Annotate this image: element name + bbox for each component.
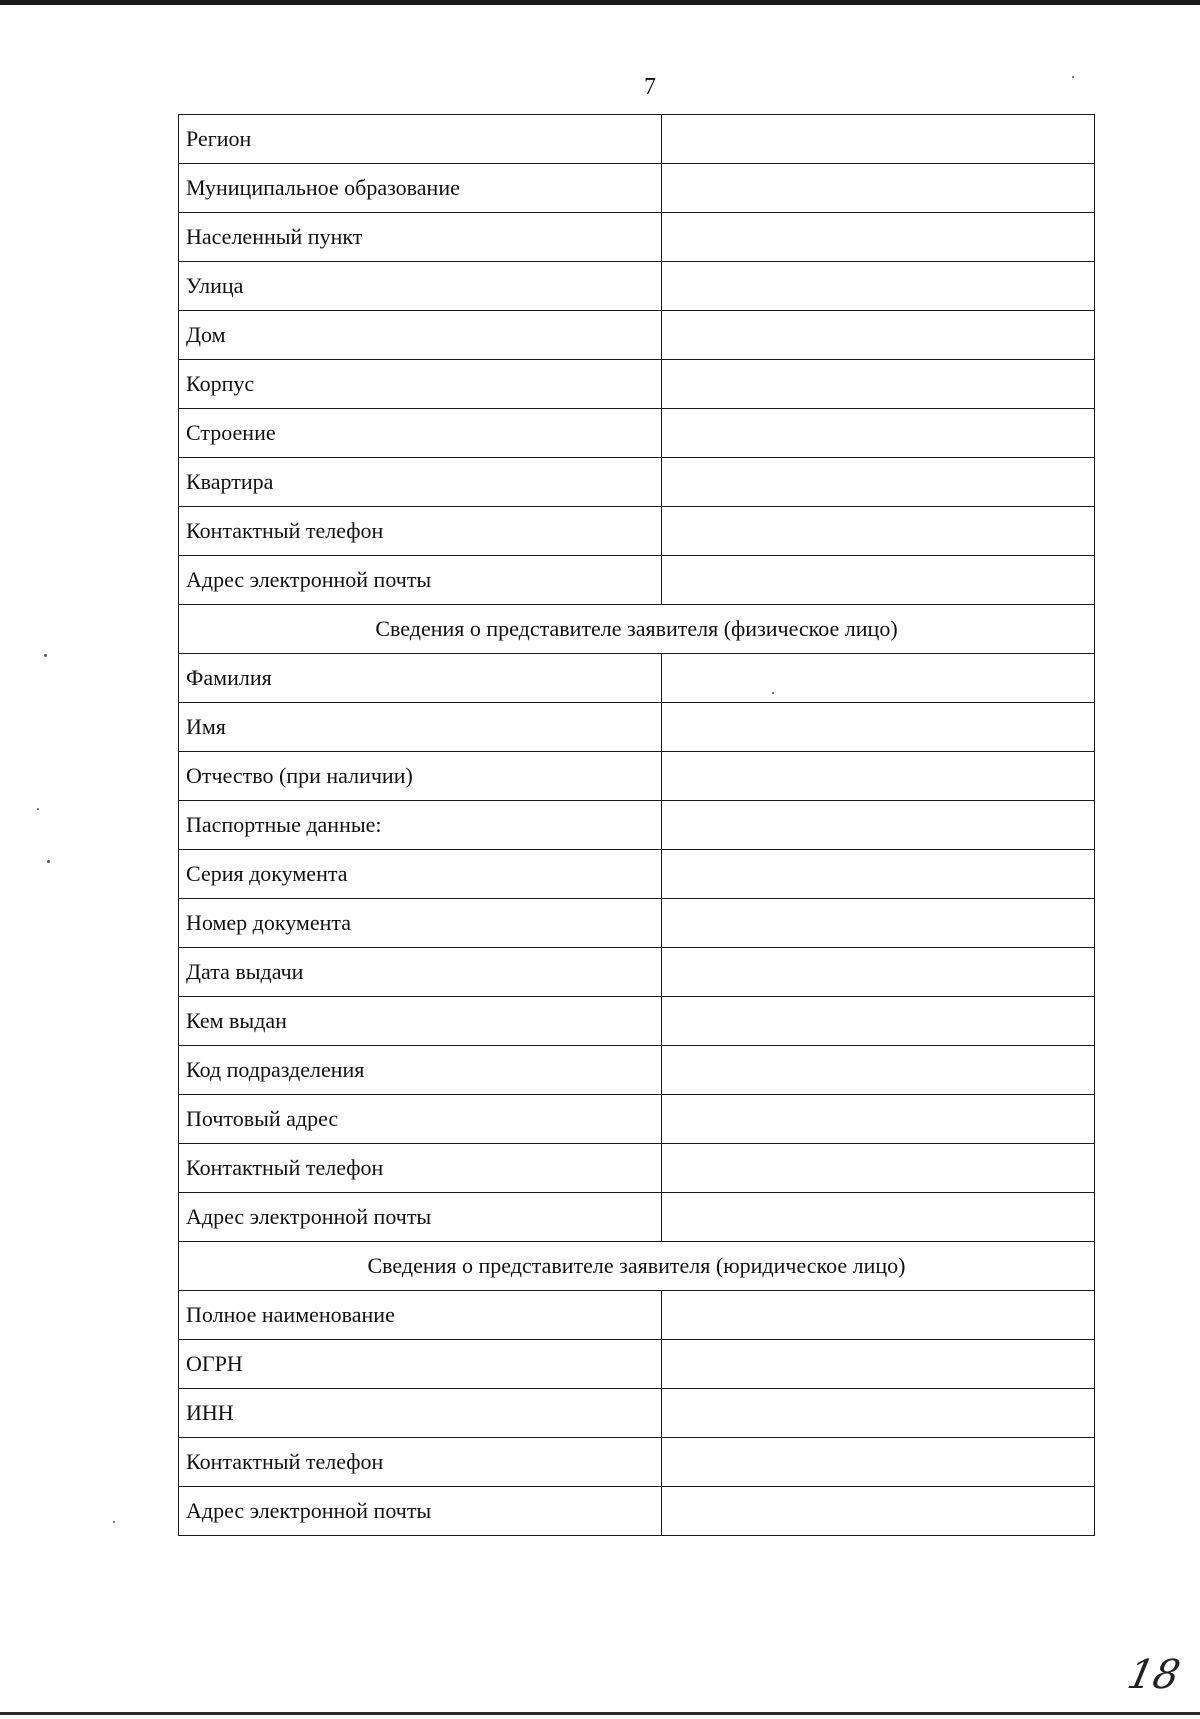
field-value-cell[interactable] [662, 899, 1095, 948]
field-value-cell[interactable] [662, 1389, 1095, 1438]
table-row [179, 752, 1095, 801]
field-value-cell[interactable] [662, 262, 1095, 311]
table-row [179, 164, 1095, 213]
field-value-cell[interactable] [662, 507, 1095, 556]
field-value-cell[interactable] [662, 948, 1095, 997]
field-label: Улица [179, 262, 662, 311]
table-row [179, 1193, 1095, 1242]
field-label: Почтовый адрес [179, 1095, 662, 1144]
field-label: Контактный телефон [179, 1438, 662, 1487]
handwritten-sheet-number [1123, 1648, 1190, 1698]
field-label: Дата выдачи [179, 948, 662, 997]
field-label: Муниципальное образование [179, 164, 662, 213]
field-label: ИНН [179, 1389, 662, 1438]
table-row [179, 899, 1095, 948]
scan-speck [44, 654, 47, 657]
table-row [179, 115, 1095, 164]
section-title: Сведения о представителе заявителя (физическое лицо) [179, 605, 1095, 654]
field-label: Отчество (при наличии) [179, 752, 662, 801]
field-value-cell[interactable] [662, 1144, 1095, 1193]
section-row-individual [179, 605, 1095, 654]
table-row [179, 311, 1095, 360]
table-row [179, 458, 1095, 507]
field-label: Серия документа [179, 850, 662, 899]
table-row [179, 556, 1095, 605]
field-value-cell[interactable] [662, 213, 1095, 262]
table-row [179, 948, 1095, 997]
field-value-cell[interactable] [662, 1487, 1095, 1536]
field-value-cell[interactable] [662, 360, 1095, 409]
table-row [179, 1095, 1095, 1144]
table-row [179, 1389, 1095, 1438]
field-label: ОГРН [179, 1340, 662, 1389]
field-value-cell[interactable] [662, 654, 1095, 703]
field-value-cell[interactable] [662, 115, 1095, 164]
table-row [179, 850, 1095, 899]
field-value-cell[interactable] [662, 1046, 1095, 1095]
table-row [179, 360, 1095, 409]
table-row [179, 1046, 1095, 1095]
table-row [179, 801, 1095, 850]
field-label: Корпус [179, 360, 662, 409]
field-value-cell[interactable] [662, 1340, 1095, 1389]
field-value-cell[interactable] [662, 1438, 1095, 1487]
table-row [179, 1438, 1095, 1487]
form-table-body [179, 115, 1095, 1536]
field-value-cell[interactable] [662, 752, 1095, 801]
scan-speck [772, 692, 774, 694]
field-label: Адрес электронной почты [179, 556, 662, 605]
scan-speck [47, 860, 50, 863]
table-row [179, 997, 1095, 1046]
section-row-legal [179, 1242, 1095, 1291]
field-value-cell[interactable] [662, 409, 1095, 458]
table-row [179, 409, 1095, 458]
field-label: Номер документа [179, 899, 662, 948]
field-label: Кем выдан [179, 997, 662, 1046]
field-value-cell[interactable] [662, 556, 1095, 605]
table-row [179, 1487, 1095, 1536]
table-row [179, 654, 1095, 703]
table-row [179, 213, 1095, 262]
application-form-table [178, 114, 1095, 1536]
field-label: Регион [179, 115, 662, 164]
field-label: Населенный пункт [179, 213, 662, 262]
scan-speck [113, 1521, 115, 1523]
field-label: Код подразделения [179, 1046, 662, 1095]
handwritten-sheet-number-text: 18 [1123, 1650, 1185, 1698]
field-value-cell[interactable] [662, 311, 1095, 360]
table-row [179, 262, 1095, 311]
field-value-cell[interactable] [662, 801, 1095, 850]
table-row [179, 1144, 1095, 1193]
field-value-cell[interactable] [662, 1193, 1095, 1242]
scan-speck [1072, 76, 1074, 78]
table-row [179, 1340, 1095, 1389]
field-label: Паспортные данные: [179, 801, 662, 850]
field-label: Адрес электронной почты [179, 1193, 662, 1242]
scan-top-edge [0, 0, 1200, 5]
field-value-cell[interactable] [662, 850, 1095, 899]
field-label: Адрес электронной почты [179, 1487, 662, 1536]
field-value-cell[interactable] [662, 703, 1095, 752]
section-title: Сведения о представителе заявителя (юридическое лицо) [179, 1242, 1095, 1291]
field-value-cell[interactable] [662, 1291, 1095, 1340]
field-label: Контактный телефон [179, 507, 662, 556]
field-label: Фамилия [179, 654, 662, 703]
field-label: Имя [179, 703, 662, 752]
scan-bottom-edge [0, 1712, 1200, 1715]
field-label: Дом [179, 311, 662, 360]
field-value-cell[interactable] [662, 1095, 1095, 1144]
field-label: Контактный телефон [179, 1144, 662, 1193]
table-row [179, 507, 1095, 556]
scan-speck [37, 808, 39, 810]
field-label: Строение [179, 409, 662, 458]
field-label: Полное наименование [179, 1291, 662, 1340]
table-row [179, 703, 1095, 752]
table-row [179, 1291, 1095, 1340]
field-label: Квартира [179, 458, 662, 507]
field-value-cell[interactable] [662, 164, 1095, 213]
field-value-cell[interactable] [662, 997, 1095, 1046]
page-number: 7 [644, 74, 656, 100]
field-value-cell[interactable] [662, 458, 1095, 507]
